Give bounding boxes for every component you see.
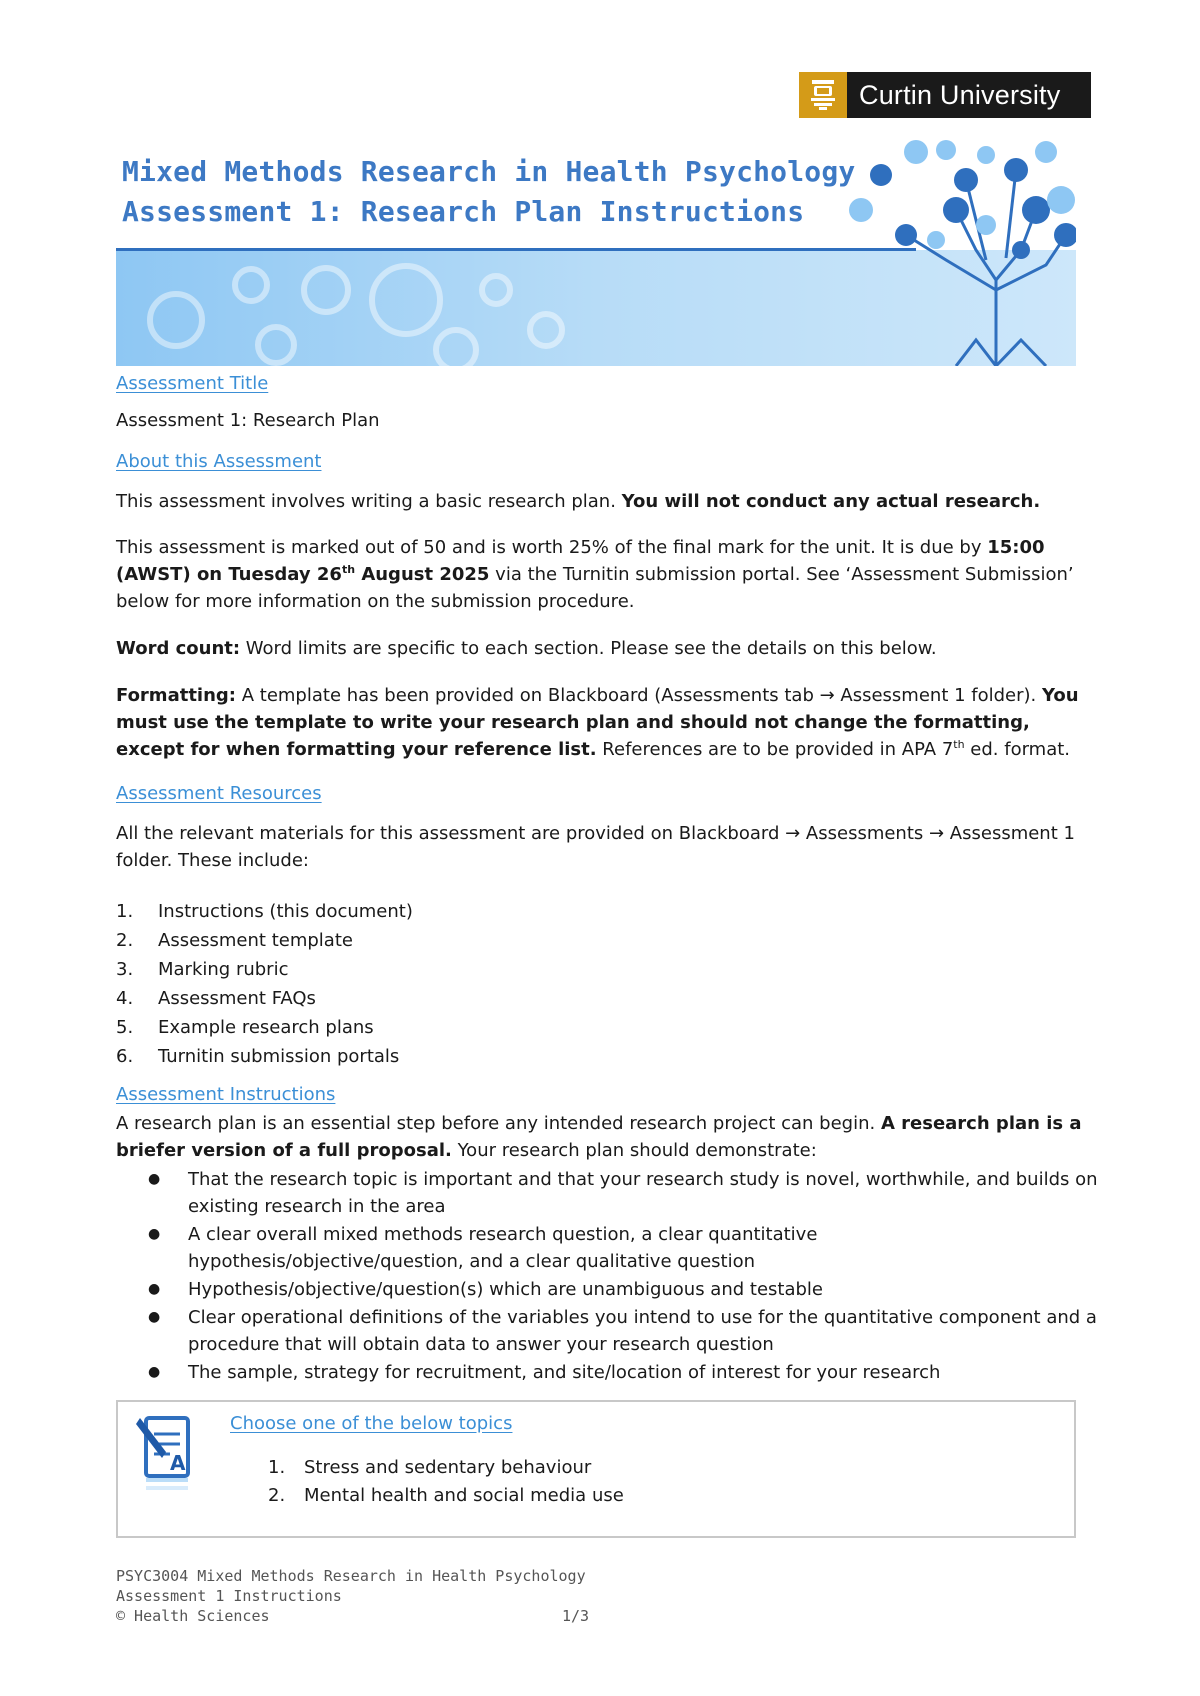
list-item: 1. Instructions (this document)	[116, 901, 413, 922]
about-heading: About this Assessment	[116, 451, 322, 472]
word-count-paragraph: Word count: Word limits are specific to each section. Please see the details on this below.	[116, 638, 937, 659]
list-item: 2. Assessment template	[116, 930, 353, 951]
assessment-title-heading: Assessment Title	[116, 373, 269, 394]
list-item: 3. Marking rubric	[116, 959, 289, 980]
svg-text:A: A	[170, 1451, 186, 1475]
assessment-title-value: Assessment 1: Research Plan	[116, 410, 380, 431]
page-title-line-1: Mixed Methods Research in Health Psychology	[122, 155, 856, 188]
footer-unit: PSYC3004 Mixed Methods Research in Health Psychology	[116, 1567, 586, 1585]
resources-intro: All the relevant materials for this assessment are provided on Blackboard → Assessments → Assessment 1 folder. These include:	[116, 823, 1075, 871]
footer-doc: Assessment 1 Instructions	[116, 1587, 342, 1605]
footer-copyright: © Health Sciences	[116, 1607, 270, 1625]
curtin-university-logo	[799, 72, 1091, 118]
list-item: 6. Turnitin submission portals	[116, 1046, 400, 1067]
list-item: ● Hypothesis/objective/question(s) which are unambiguous and testable	[148, 1279, 823, 1300]
list-item: ● That the research topic is important and that your research study is novel, worthwhile, and builds on existing research in the area	[148, 1169, 1098, 1217]
list-item: 2. Mental health and social media use	[268, 1485, 624, 1506]
page-footer	[116, 1566, 589, 1626]
topics-heading: Choose one of the below topics	[230, 1413, 513, 1434]
list-item: ● The sample, strategy for recruitment, and site/location of interest for your research	[148, 1362, 941, 1383]
page-title-line-2: Assessment 1: Research Plan Instructions	[122, 195, 805, 228]
document-pencil-icon	[136, 1412, 196, 1498]
page-number: 1/3	[562, 1607, 590, 1625]
instructions-heading: Assessment Instructions	[116, 1084, 336, 1105]
list-item: 1. Stress and sedentary behaviour	[268, 1457, 592, 1478]
formatting-paragraph: Formatting: A template has been provided on Blackboard (Assessments tab → Assessment 1 folder). You must use the template to write your research plan and should not change the formatting, except for when formatting your reference list. References are to be provided in APA 7th ed. format.	[116, 685, 1079, 760]
list-item: 4. Assessment FAQs	[116, 988, 316, 1009]
topics-list	[268, 1454, 624, 1510]
resources-list	[116, 897, 413, 1071]
list-item: ● Clear operational definitions of the variables you intend to use for the quantitative component and a procedure that will obtain data to answer your research question	[148, 1307, 1097, 1355]
about-paragraph-1: This assessment involves writing a basic research plan. You will not conduct any actual research.	[116, 491, 1041, 512]
list-item: 5. Example research plans	[116, 1017, 374, 1038]
crest-icon	[799, 72, 847, 118]
resources-heading: Assessment Resources	[116, 783, 322, 804]
about-paragraph-2: This assessment is marked out of 50 and is worth 25% of the final mark for the unit. It is due by 15:00 (AWST) on Tuesday 26th August 2025 via the Turnitin submission portal. See ‘Assessment Submission’ below for more information on the submission procedure.	[116, 537, 1074, 612]
instructions-bullets	[148, 1166, 1098, 1387]
instructions-intro: A research plan is an essential step before any intended research project can begin. A research plan is a briefer version of a full proposal. Your research plan should demonstrate:	[116, 1113, 1082, 1161]
footer-last-line	[116, 1606, 589, 1626]
logo-text: Curtin University	[859, 79, 1061, 110]
list-item: ● A clear overall mixed methods research question, a clear quantitative hypothesis/objective/question, and a clear qualitative question	[148, 1224, 818, 1272]
topics-box	[116, 1400, 1076, 1538]
